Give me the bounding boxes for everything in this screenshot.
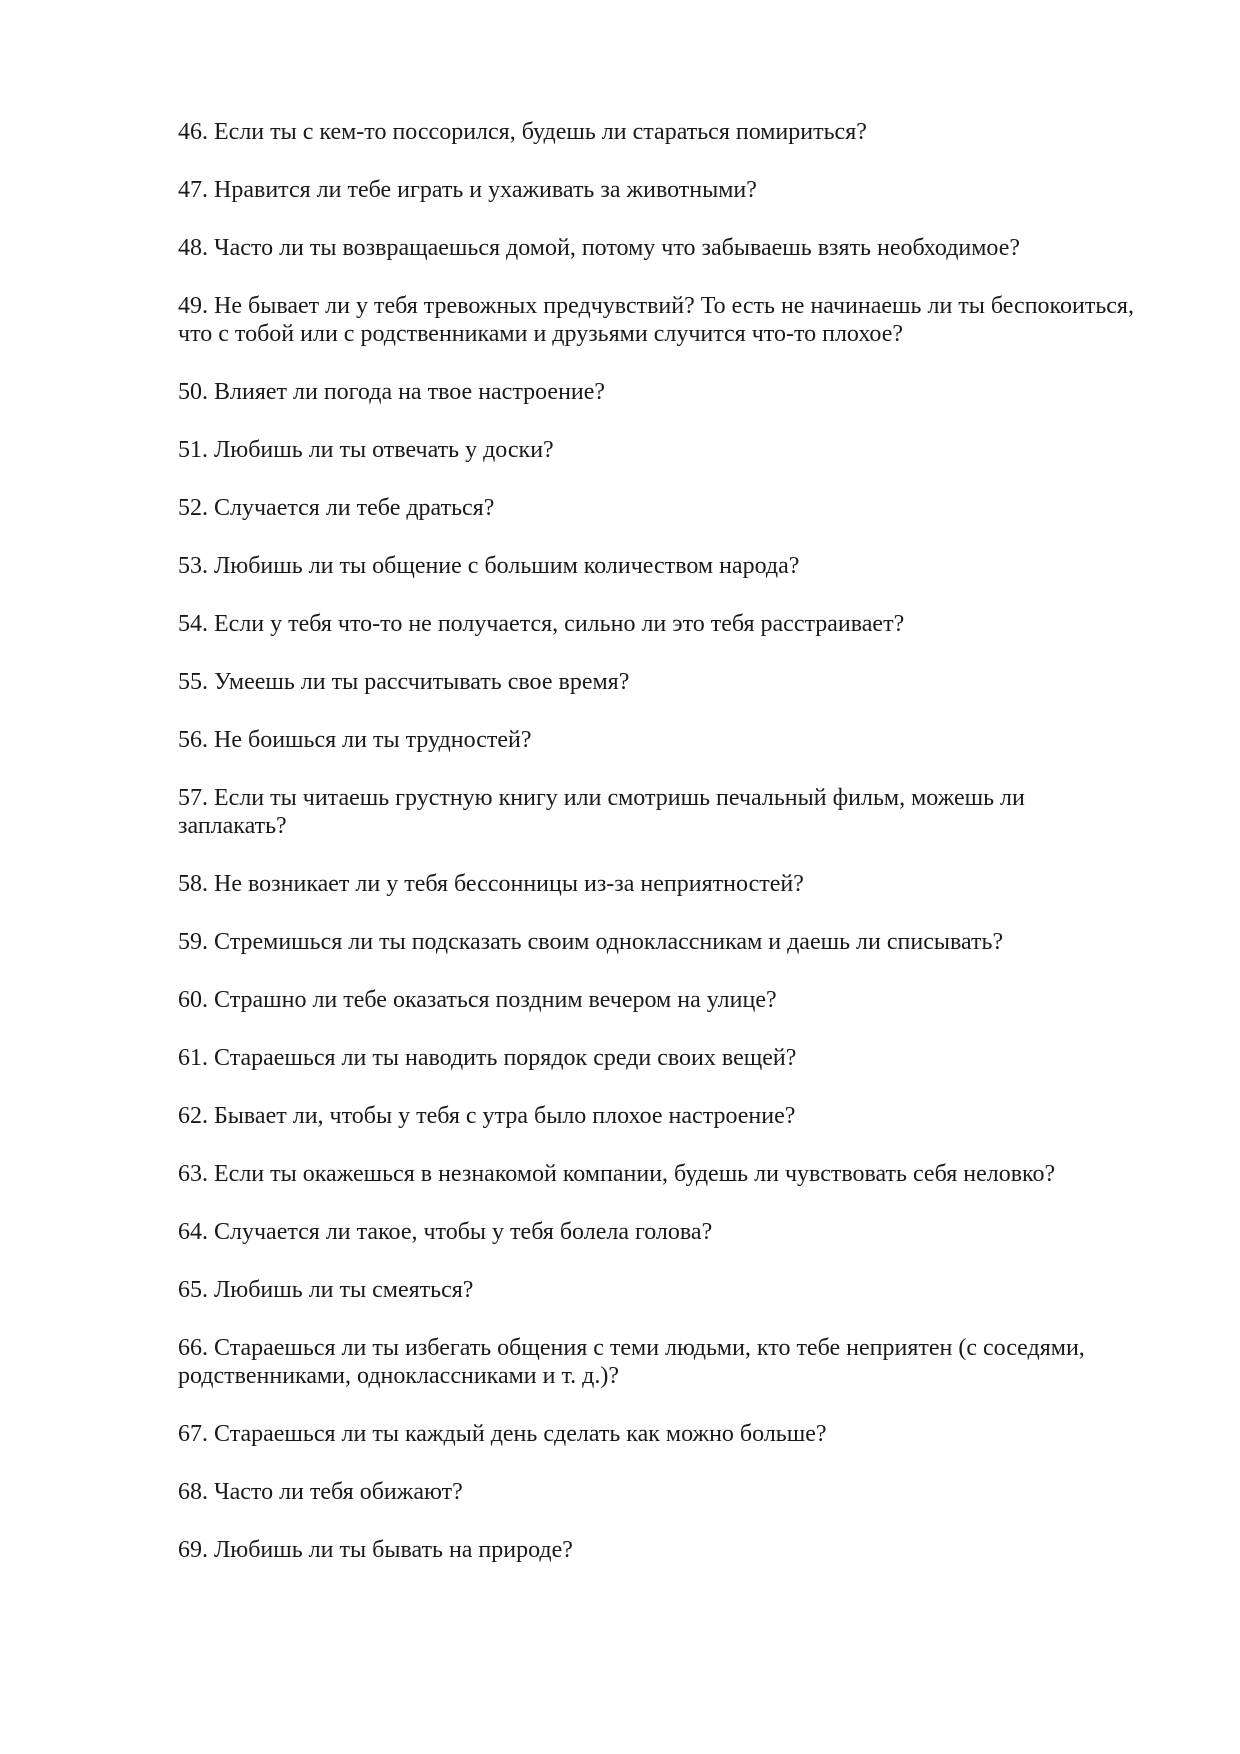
question-text: Случается ли такое, чтобы у тебя болела голова? — [214, 1219, 713, 1245]
question-63 — [178, 1160, 1138, 1188]
question-text: Не возникает ли у тебя бессонницы из-за неприятностей? — [214, 871, 804, 897]
question-66 — [178, 1334, 1138, 1390]
question-text: Умеешь ли ты рассчитывать свое время? — [214, 669, 630, 695]
question-47 — [178, 176, 1138, 204]
question-text: Часто ли тебя обижают? — [214, 1479, 463, 1505]
question-number: 54. — [178, 611, 208, 637]
question-number: 69. — [178, 1537, 208, 1563]
question-48 — [178, 234, 1138, 262]
question-number: 53. — [178, 553, 208, 579]
question-text: Стараешься ли ты каждый день сделать как можно больше? — [214, 1421, 827, 1447]
question-number: 58. — [178, 871, 208, 897]
question-57 — [178, 784, 1138, 840]
question-number: 63. — [178, 1161, 208, 1187]
question-60 — [178, 986, 1138, 1014]
question-65 — [178, 1276, 1138, 1304]
question-number: 66. — [178, 1335, 208, 1361]
question-text: Стремишься ли ты подсказать своим одноклассникам и даешь ли списывать? — [214, 929, 1004, 955]
question-56 — [178, 726, 1138, 754]
question-number: 59. — [178, 929, 208, 955]
question-text: Не бывает ли у тебя тревожных предчувствий? То есть не начинаешь ли ты беспокоиться, что с тобой или с родственниками и друзьями случится что-то плохое? — [178, 293, 1134, 347]
question-number: 50. — [178, 379, 208, 405]
question-text: Нравится ли тебе играть и ухаживать за животными? — [214, 177, 757, 203]
question-number: 52. — [178, 495, 208, 521]
question-61 — [178, 1044, 1138, 1072]
question-text: Случается ли тебе драться? — [214, 495, 495, 521]
question-text: Если ты читаешь грустную книгу или смотришь печальный фильм, можешь ли заплакать? — [178, 785, 1025, 839]
question-69 — [178, 1536, 1138, 1564]
question-text: Любишь ли ты общение с большим количеством народа? — [214, 553, 800, 579]
question-text: Бывает ли, чтобы у тебя с утра было плохое настроение? — [214, 1103, 796, 1129]
question-49 — [178, 292, 1138, 348]
question-62 — [178, 1102, 1138, 1130]
question-52 — [178, 494, 1138, 522]
question-number: 49. — [178, 293, 208, 319]
question-text: Любишь ли ты отвечать у доски? — [214, 437, 554, 463]
question-text: Если ты с кем-то поссорился, будешь ли стараться помириться? — [214, 119, 867, 145]
question-58 — [178, 870, 1138, 898]
question-number: 68. — [178, 1479, 208, 1505]
question-text: Если у тебя что-то не получается, сильно ли это тебя расстраивает? — [214, 611, 905, 637]
question-number: 57. — [178, 785, 208, 811]
question-text: Если ты окажешься в незнакомой компании, будешь ли чувствовать себя неловко? — [214, 1161, 1056, 1187]
question-number: 46. — [178, 119, 208, 145]
question-number: 51. — [178, 437, 208, 463]
question-51 — [178, 436, 1138, 464]
question-number: 60. — [178, 987, 208, 1013]
question-50 — [178, 378, 1138, 406]
question-number: 56. — [178, 727, 208, 753]
question-number: 65. — [178, 1277, 208, 1303]
question-53 — [178, 552, 1138, 580]
question-number: 62. — [178, 1103, 208, 1129]
question-number: 64. — [178, 1219, 208, 1245]
question-text: Не боишься ли ты трудностей? — [214, 727, 532, 753]
question-59 — [178, 928, 1138, 956]
question-text: Любишь ли ты бывать на природе? — [214, 1537, 573, 1563]
question-text: Часто ли ты возвращаешься домой, потому что забываешь взять необходимое? — [214, 235, 1021, 261]
question-number: 47. — [178, 177, 208, 203]
question-number: 67. — [178, 1421, 208, 1447]
question-67 — [178, 1420, 1138, 1448]
question-68 — [178, 1478, 1138, 1506]
question-number: 48. — [178, 235, 208, 261]
question-text: Стараешься ли ты наводить порядок среди своих вещей? — [214, 1045, 797, 1071]
question-text: Влияет ли погода на твое настроение? — [214, 379, 606, 405]
question-text: Стараешься ли ты избегать общения с теми людьми, кто тебе неприятен (с соседями, родственниками, одноклассниками и т. д.)? — [178, 1335, 1085, 1389]
question-text: Страшно ли тебе оказаться поздним вечером на улице? — [214, 987, 777, 1013]
question-64 — [178, 1218, 1138, 1246]
question-55 — [178, 668, 1138, 696]
question-number: 61. — [178, 1045, 208, 1071]
question-54 — [178, 610, 1138, 638]
question-number: 55. — [178, 669, 208, 695]
question-46 — [178, 118, 1138, 146]
question-text: Любишь ли ты смеяться? — [214, 1277, 474, 1303]
